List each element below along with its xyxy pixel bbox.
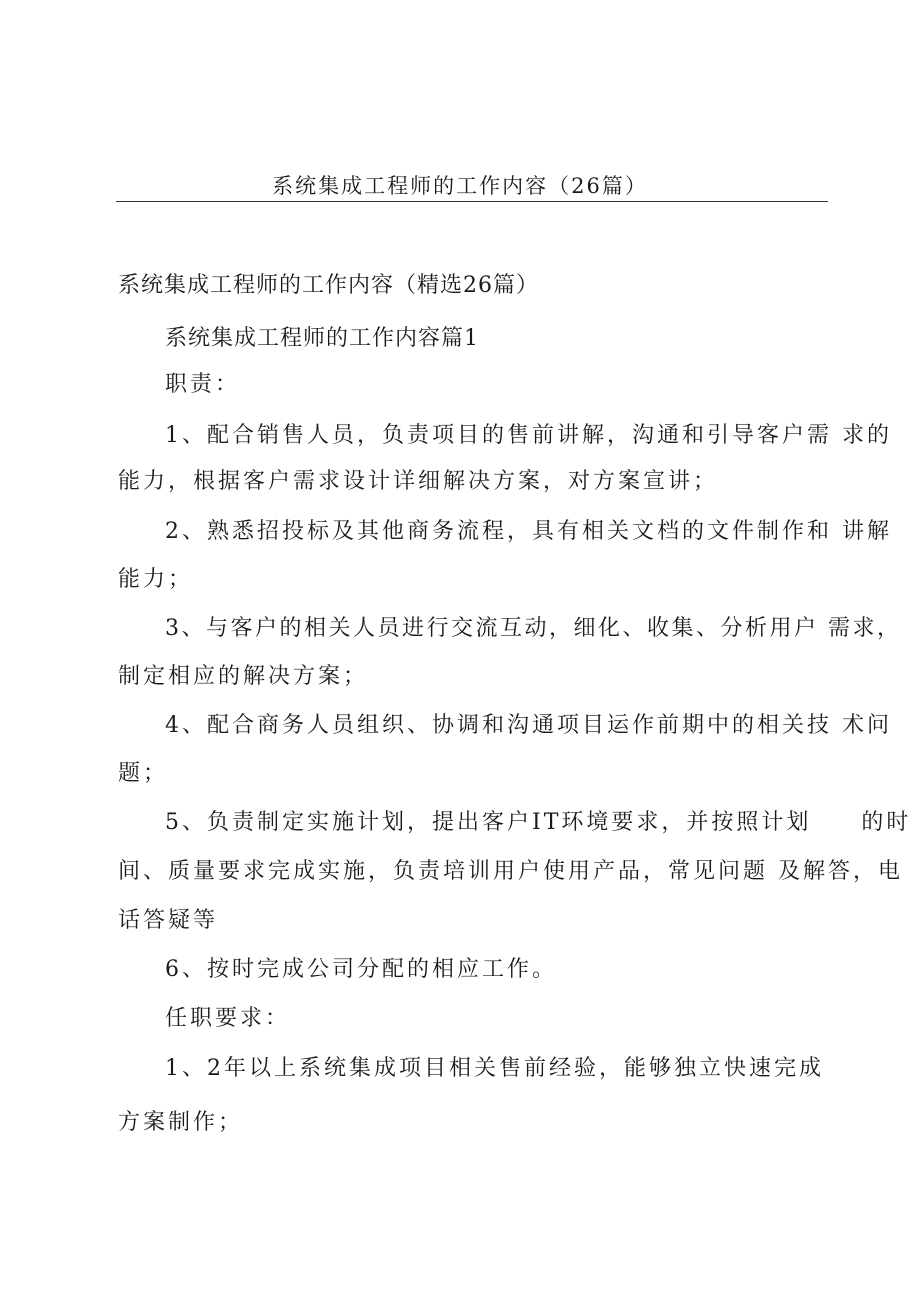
section-title: 系统集成工程师的工作内容篇1: [165, 326, 479, 351]
duty-6-line-1: 6、按时完成公司分配的相应工作。: [165, 957, 557, 982]
requirements-heading: 任职要求：: [165, 1006, 291, 1031]
duty-5-line-3: 话答疑等: [118, 908, 219, 933]
requirement-1-line-2: 方案制作；: [118, 1110, 244, 1135]
duty-3-line-1: 3、与客户的相关人员进行交流互动，细化、收集、分析用户 需求，: [165, 616, 902, 641]
duty-2-line-2: 能力；: [118, 567, 194, 592]
header-title: 系统集成工程师的工作内容（26篇）: [272, 174, 648, 198]
header-divider: [116, 201, 828, 202]
duties-heading: 职责：: [165, 372, 241, 397]
duty-4-line-2: 题；: [118, 761, 169, 786]
duty-5-line-2: 间、质量要求完成实施，负责培训用户使用产品，常见问题 及解答，电: [118, 859, 903, 884]
duty-4-line-1: 4、配合商务人员组织、协调和沟通项目运作前期中的相关技 术问: [165, 713, 892, 738]
duty-2-line-1: 2、熟悉招投标及其他商务流程，具有相关文档的文件制作和 讲解: [165, 519, 892, 544]
main-title: 系统集成工程师的工作内容（精选26篇）: [118, 273, 539, 298]
duty-1-line-1: 1、配合销售人员，负责项目的售前讲解，沟通和引导客户需 求的: [165, 423, 892, 448]
duty-5-line-1: 5、负责制定实施计划，提出客户IT环境要求，并按照计划 的时: [165, 810, 912, 835]
requirement-1-line-1: 1、2年以上系统集成项目相关售前经验，能够独立快速完成: [165, 1056, 824, 1081]
duty-1-line-2: 能力，根据客户需求设计详细解决方案，对方案宣讲；: [118, 469, 719, 494]
duty-3-line-2: 制定相应的解决方案；: [118, 664, 369, 689]
